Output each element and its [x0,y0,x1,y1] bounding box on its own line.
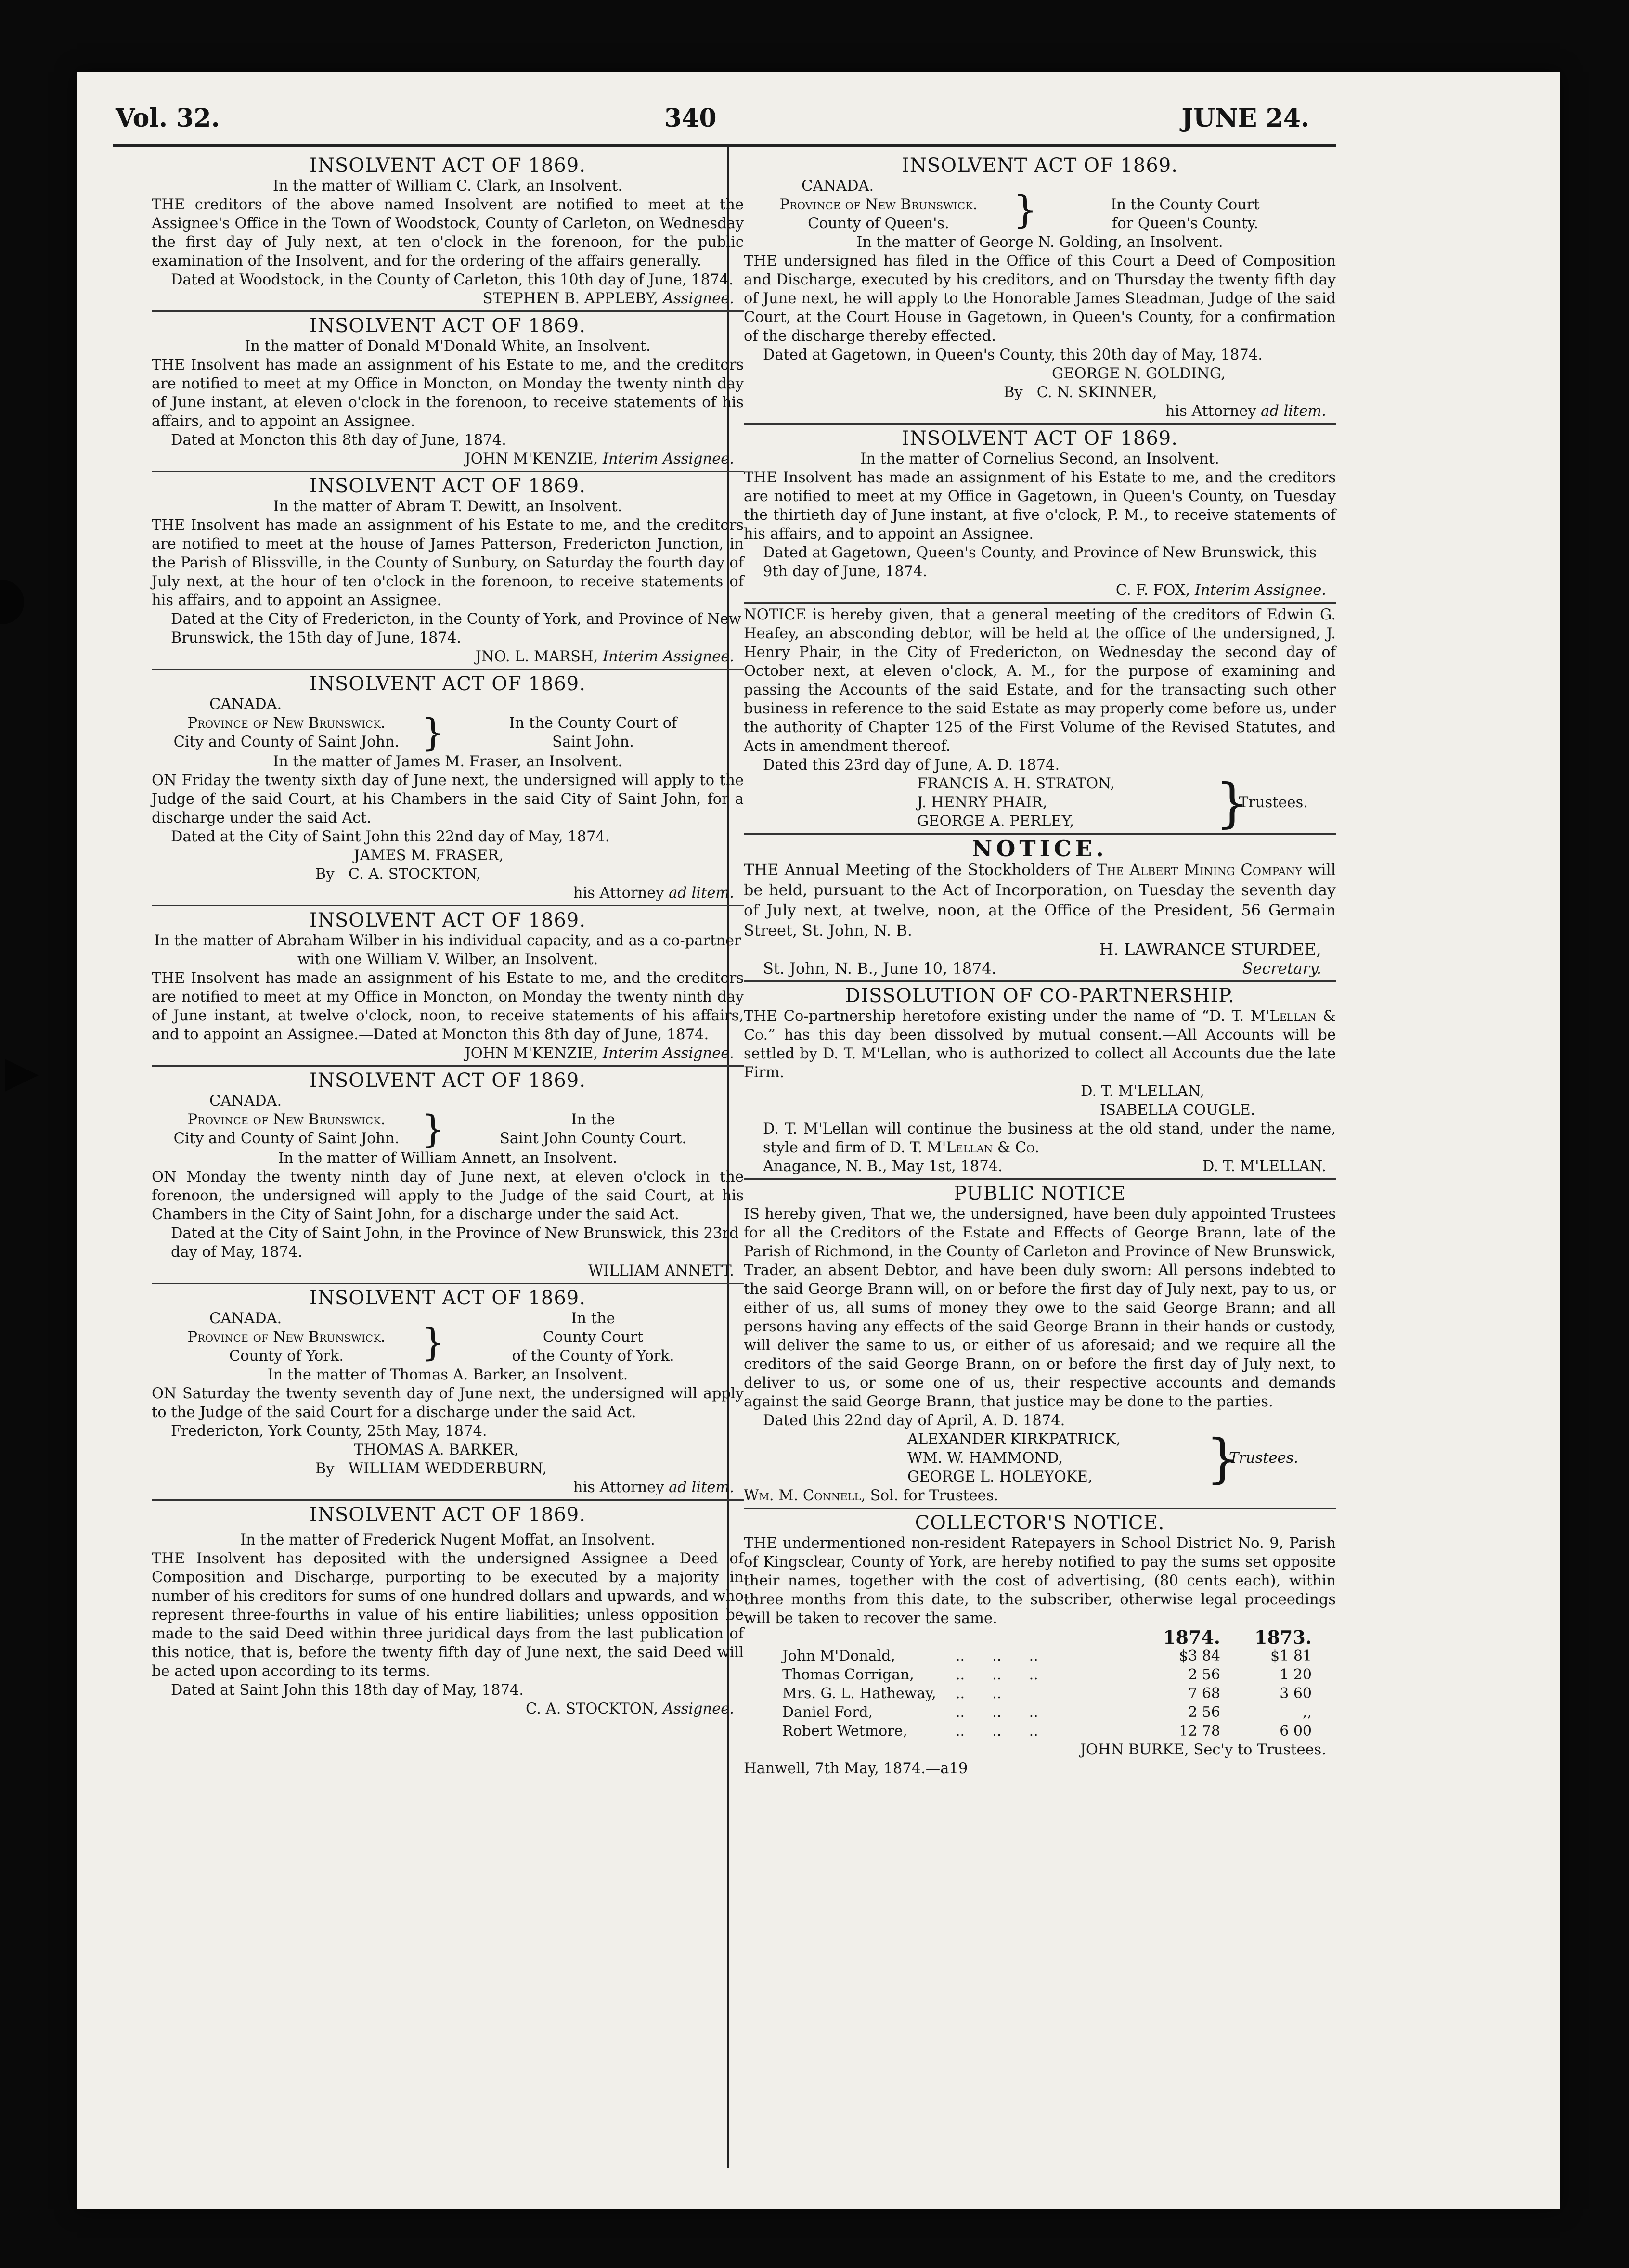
firm-name: D. T. M'Lellan & Co. [744,1008,1336,1044]
signer-role: Secretary. [1242,959,1321,978]
attorney-line [152,865,744,884]
amount-1873: 3 60 [1280,1685,1312,1702]
notice-annett [152,1067,744,1284]
signer-name: C. F. FOX, [1115,582,1190,599]
court-name [1034,177,1336,233]
notice-title: INSOLVENT ACT OF 1869. [902,427,1178,450]
solicitor-line [744,1486,1336,1505]
notice-clark [152,152,744,312]
court-province: Province of New Brunswick. [187,715,386,732]
leader-dots: .. .. .. [956,1666,1038,1683]
notice-subtitle: In the matter of Abraham Wilber in his individual capacity, and as a co-partner with one William V. Wilber, an Insolvent. [154,932,741,968]
place-date: St. John, N. B., June 10, 1874. [763,959,996,978]
amount-1874: 12 78 [1179,1723,1220,1740]
notice-dated: Dated at the City of Fredericton, in the County of York, and Province of New Brunswick, the 15th day of June, 1874. [171,611,741,646]
signer-name: JOHN M'KENZIE, [465,451,598,467]
body-text: D. T. M'Lellan will continue the business at the old stand, under the name, style and firm of [763,1121,1336,1156]
page-number: 340 [664,103,717,133]
body-text: will be held, pursuant to the Act of Incorporation, on Tuesday the seventh day of July next, at twelve, noon, at the Office of the President, 56 Germain Street, St. John, N. B. [744,861,1336,940]
attorney-line [152,1459,744,1478]
court-name [442,1309,744,1366]
court-name-line: Saint John County Court. [499,1130,687,1147]
notice-body: THE Insolvent has made an assignment of his Estate to me, and the creditors are notified to meet at my Office in Gagetown, in Queen's County, on Tuesday the thirtieth day of June instant, at five o'clock, P. M., to receive statements of his affairs, and to appoint an Assignee. [744,469,1336,542]
signer-role: Interim Assignee. [603,1045,734,1062]
signer-name: STEPHEN B. APPLEBY, [482,290,659,307]
court-canada: CANADA. [802,178,874,194]
notice-barker [152,1284,744,1501]
amount-1873: 1 20 [1280,1666,1312,1683]
by-label: By [315,1460,335,1477]
amount-1874: 2 56 [1188,1704,1220,1721]
notice-body: NOTICE is hereby given, that a general meeting of the creditors of Edwin G. Heafey, an absconding debtor, will be held at the office of the undersigned, J. Henry Phair, in the City of Fredericton, on Wednesday the second day of October next, at eleven o'clock, A. M., for the purpose of examining and passing the Accounts of the said Estate, and for the transacting such other business in reference to the said Estate as may properly come before us, under the authority of Chapter 125 of the First Volume of the Revised Statutes, and Acts in amendment thereof. [744,606,1336,755]
ratepayer-name: Mrs. G. L. Hatheway, [782,1685,936,1702]
trustee-name: GEORGE A. PERLEY, [917,813,1074,830]
notice-white [152,312,744,472]
notice-title: DISSOLUTION OF CO-PARTNERSHIP. [845,985,1235,1007]
notice-heafey [744,604,1336,835]
notice-subtitle: In the matter of Abram T. Dewitt, an Insolvent. [273,498,622,515]
place-date: Anagance, N. B., May 1st, 1874. [763,1158,1003,1175]
notice-subtitle: In the matter of George N. Golding, an Insolvent. [856,234,1223,251]
notice-body: THE Insolvent has made an assignment of his Estate to me, and the creditors are notified to meet at my Office in Moncton, on Monday the twenty ninth day of June instant, at twelve o'clock, noon, to receive statements of his affairs, and to appoint an Assignee.—Dated at Moncton this 8th day of June, 1874. [152,970,744,1043]
solicitor-role: Sol. for Trustees. [870,1487,999,1504]
attorney-name: C. A. STOCKTON, [348,866,481,883]
amount-1874: 7 68 [1188,1685,1220,1702]
notice-body: IS hereby given, That we, the undersigned, have been duly appointed Trustees for all the Creditors of the Estate and Effects of George Brann, late of the Parish of Richmond, in the County of Carleton and Province of New Brunswick, Trader, an absent Debtor, and have been duly sworn: All persons indebted to the said George Brann will, on or before the first day of July next, pay to us, or either of us, all sums of money they owe to the said George Brann; and all persons having any effects of the said George Brann in their hands or custody, will deliver the same to us, or either of us aforesaid; and we require all the creditors of the said George Brann, on or before the first day of July next, to deliver to us, or some one of us, their respective accounts and demands against the said George Brann, that justice may be done to the parties. [744,1206,1336,1410]
ratepayer-name: Robert Wetmore, [782,1723,907,1740]
notice-dated: Dated at Woodstock, in the County of Carleton, this 10th day of June, 1874. [171,271,734,288]
column-1874: 1874. [1163,1626,1220,1648]
signer-name: GEORGE N. GOLDING, [1052,365,1226,382]
court-name-line: In the [571,1111,615,1128]
attorney-role-latin: ad litem. [669,1479,734,1496]
trustee-name: ALEXANDER KIRKPATRICK, [907,1431,1121,1448]
court-name [442,714,744,752]
signer-name: JNO. L. MARSH, [475,648,598,665]
court-province: Province of New Brunswick. [779,196,978,213]
trustee-name: J. HENRY PHAIR, [917,794,1047,811]
attorney-name: C. N. SKINNER, [1036,384,1157,401]
notice-body: THE creditors of the above named Insolvent are notified to meet at the Assignee's Office in the Town of Woodstock, County of Carleton, on Wednesday the first day of July next, at ten o'clock in the forenoon, for the public examination of the Insolvent, and for the ordering of the affairs generally. [152,196,744,270]
place-date-line [744,959,1336,978]
issue-date: JUNE 24. [1181,103,1309,133]
right-column [744,152,1336,1780]
notice-title: INSOLVENT ACT OF 1869. [310,155,586,177]
notice-title: INSOLVENT ACT OF 1869. [310,315,586,337]
court-name-line: Saint John. [552,734,634,750]
volume-number: Vol. 32. [116,103,220,133]
attorney-name: WILLIAM WEDDERBURN, [348,1460,547,1477]
notice-title: COLLECTOR'S NOTICE. [915,1512,1165,1534]
attorney-role [152,884,744,902]
trustees-label: Trustees. [1229,1450,1298,1467]
court-name [442,1110,744,1149]
signer-name: D. T. M'LELLAN. [1202,1158,1326,1175]
court-caption [744,177,1336,233]
attorney-line [744,383,1336,402]
ratepayer-name: Daniel Ford, [782,1704,873,1721]
court-jurisdiction [152,1110,421,1149]
signer-name: THOMAS A. BARKER, [354,1442,519,1458]
leader-dots: .. .. .. [956,1704,1038,1721]
court-county: City and County of Saint John. [173,1130,400,1147]
notice-dewitt [152,472,744,670]
court-caption [152,1309,744,1366]
brace-icon: } [421,1321,445,1365]
brace-icon: } [1206,1427,1240,1489]
notice-body: THE undermentioned non-resident Ratepayers in School District No. 9, Parish of Kingsclear, County of York, are hereby notified to pay the sums set opposite their names, together with the cost of advertising, (80 cents each), within three months from this date, to the subscriber, otherwise legal proceedings will be taken to recover the same. [744,1535,1336,1627]
court-caption [152,1110,744,1149]
table-row [744,1647,1312,1665]
notice-golding [744,152,1336,425]
notice-dated: Dated at Moncton this 8th day of June, 1874. [171,432,506,449]
column-1873: 1873. [1254,1626,1312,1648]
notice-body: THE undersigned has filed in the Office of this Court a Deed of Composition and Discharge, executed by his creditors, and on Thursday the twenty fifth day of June next, he will apply to the Honorable James Steadman, Judge of the said Court, at the Court House in Gagetown, in Queen's County, for a confirmation of the discharge thereby effected. [744,253,1336,345]
signer-role: Assignee. [662,1701,734,1717]
attorney-role [744,402,1336,421]
notice-dated: Dated at the City of Saint John, in the Province of New Brunswick, this 23rd day of May, 1874. [171,1225,739,1261]
court-canada: CANADA. [209,1310,282,1327]
amount-1873: 6 00 [1280,1723,1312,1740]
court-caption [152,711,744,755]
court-name-line: of the County of York. [512,1348,674,1365]
signer-name: C. A. STOCKTON, [526,1701,659,1717]
court-province: Province of New Brunswick. [187,1329,386,1346]
signer-role: Interim Assignee. [603,648,734,665]
court-jurisdiction [152,714,421,752]
signer-name: D. T. M'LELLAN, [1081,1083,1205,1100]
body-text: THE Annual Meeting of the Stockholders of [744,861,1091,879]
trustee-names [744,774,1215,831]
brace-icon: } [421,711,445,755]
notice-body: THE Insolvent has deposited with the undersigned Assignee a Deed of Composition and Discharge, purporting to be executed by a majority in number of his creditors for sums of one hundred dollars and upwards, and who represent three-fourths in value of his entire liabilities; unless opposition be made to the said Deed within three juridical days from the last publication of this notice, that is, before the twenty fifth day of June next, the said Deed will be acted upon according to its terms. [152,1550,744,1680]
left-column [152,152,744,1721]
court-county: City and County of Saint John. [173,734,400,750]
notice-dated: Dated at Gagetown, in Queen's County, this 20th day of May, 1874. [763,347,1263,363]
table-row [744,1722,1312,1740]
court-name-line: In the County Court [1111,196,1260,213]
ratepayers-table [744,1628,1312,1740]
notice-subtitle: In the matter of William Annett, an Insolvent. [278,1150,618,1167]
notice-subtitle: In the matter of Thomas A. Barker, an Insolvent. [267,1366,628,1383]
ratepayer-name: Thomas Corrigan, [782,1666,914,1683]
trustee-name: GEORGE L. HOLEYOKE, [907,1469,1093,1485]
notice-title: INSOLVENT ACT OF 1869. [310,673,586,695]
firm-name: D. T. M'Lellan & Co. [889,1139,1040,1156]
notice-fraser [152,670,744,906]
table-header [744,1628,1312,1647]
leader-dots: .. .. .. [956,1723,1038,1740]
amount-1873: ,, [1302,1704,1312,1721]
signer-name: H. LAWRANCE STURDEE, [1099,940,1321,959]
body-text: THE Co-partnership heretofore existing under the name of “ [744,1008,1210,1025]
notice-subtitle: In the matter of James M. Fraser, an Insolvent. [273,753,622,770]
notice-dated: Dated this 23rd day of June, A. D. 1874. [763,757,1060,773]
signer-name: ISABELLA COUGLE. [1100,1102,1255,1119]
court-name-line: In the County Court of [509,715,677,732]
notice-continuation [744,1120,1336,1157]
notice-signature [152,1700,744,1718]
signer-role: Interim Assignee. [1195,582,1326,599]
amount-1874: 2 56 [1188,1666,1220,1683]
notice-signature [152,450,744,468]
notice-dated: Dated at Saint John this 18th day of May, 1874. [171,1682,524,1699]
notice-signature [152,1044,744,1063]
attorney-role-latin: ad litem. [669,885,734,902]
notice-signature [152,289,744,308]
punch-hole [0,580,24,624]
notice-body [744,1007,1336,1082]
notice-dated: Dated at the City of Saint John this 22nd day of May, 1874. [171,828,610,845]
court-name-line: County Court [543,1329,644,1346]
attorney-role-latin: ad litem. [1261,403,1326,420]
notice-signature [152,647,744,666]
notice-body [744,860,1336,941]
leader-dots: .. .. [956,1685,1002,1702]
brace-icon: } [1013,189,1037,232]
attorney-role-text: his Attorney [573,1479,664,1496]
notice-title: INSOLVENT ACT OF 1869. [310,1504,586,1526]
binding-marker [5,1059,39,1092]
notice-dissolution [744,982,1336,1180]
notice-subtitle: In the matter of Cornelius Second, an Insolvent. [860,451,1219,467]
by-label: By [1004,384,1023,401]
notice-collector [744,1509,1336,1780]
notice-title: INSOLVENT ACT OF 1869. [310,475,586,497]
solicitor-name: Wm. M. Connell, [744,1487,866,1504]
ratepayer-name: John M'Donald, [782,1648,895,1664]
trustees-label: Trustees. [1239,794,1308,811]
attorney-role-text: his Attorney [1165,403,1256,420]
notice-subtitle: In the matter of Frederick Nugent Moffat, an Insolvent. [240,1532,655,1548]
court-jurisdiction [152,1309,421,1366]
signer-name: JOHN BURKE, Sec'y to Trustees. [1080,1741,1326,1758]
notice-title: INSOLVENT ACT OF 1869. [310,909,586,931]
place-date: Hanwell, 7th May, 1874.—a19 [744,1760,968,1777]
trustees-block [744,772,1336,834]
notice-public [744,1180,1336,1509]
notice-body: THE Insolvent has made an assignment of his Estate to me, and the creditors are notified to meet at the house of James Patterson, Fredericton Junction, in the Parish of Blissville, in the County of Sunbury, on Saturday the fourth day of July next, at the hour of ten o'clock in the forenoon, to receive statements of his affairs, and to appoint an Assignee. [152,517,744,609]
table-row [744,1703,1312,1722]
notice-title: INSOLVENT ACT OF 1869. [310,1287,586,1309]
notice-dated: Dated at Gagetown, Queen's County, and Province of New Brunswick, this 9th day of June, 1874. [763,544,1317,580]
notice-moffat [152,1501,744,1721]
signer-name: WILLIAM ANNETT. [588,1263,734,1279]
brace-icon: } [421,1108,445,1151]
notice-signature [744,581,1336,600]
signer-name: JOHN M'KENZIE, [465,1045,598,1062]
court-county: County of Queen's. [808,215,949,232]
by-label: By [315,866,335,883]
attorney-role-text: his Attorney [573,885,664,902]
court-name-line: for Queen's County. [1112,215,1259,232]
notice-body: THE Insolvent has made an assignment of his Estate to me, and the creditors are notified to meet at my Office in Moncton, on Monday the twenty ninth day of June instant, at eleven o'clock in the forenoon, to receive statements of his affairs, and to appoint an Assignee. [152,357,744,430]
notice-body: ON Monday the twenty ninth day of June next, at eleven o'clock in the forenoon, the undersigned will apply to the Judge of the said Court, at his Chambers in the City of Saint John, for a discharge under the said Act. [152,1169,744,1223]
notice-title: PUBLIC NOTICE [953,1183,1126,1205]
notice-body: ON Saturday the twenty seventh day of June next, the undersigned will apply to the Judge of the said Court for a discharge under the said Act. [152,1385,744,1421]
notice-subtitle: In the matter of William C. Clark, an Insolvent. [272,178,623,194]
notice-dated: Fredericton, York County, 25th May, 1874. [171,1423,487,1440]
attorney-role [152,1478,744,1497]
signer-role: Interim Assignee. [603,451,734,467]
notice-dated: Dated this 22nd day of April, A. D. 1874. [763,1412,1065,1429]
table-row [744,1684,1312,1703]
notice-second [744,425,1336,604]
place-date-line [744,1157,1336,1176]
trustee-name: WM. W. HAMMOND, [907,1450,1063,1467]
court-canada: CANADA. [209,1093,282,1109]
court-jurisdiction [744,177,1013,233]
body-text: ” has this day been dissolved by mutual consent.—All Accounts will be settled by D. T. M'Lellan, who is authorized to collect all Accounts due the late Firm. [744,1027,1336,1081]
notice-wilber [152,906,744,1067]
amount-1873: $1 81 [1270,1648,1312,1664]
notice-body: ON Friday the twenty sixth day of June next, the undersigned will apply to the Judge of the said Court, at his Chambers in the said City of Saint John, for a discharge under the said Act. [152,772,744,826]
court-county: County of York. [229,1348,344,1365]
notice-title: NOTICE. [972,836,1108,862]
trustee-names [744,1430,1206,1486]
notice-subtitle: In the matter of Donald M'Donald White, an Insolvent. [245,338,651,355]
court-canada: CANADA. [209,696,282,713]
company-name: The Albert Mining Company [1096,861,1302,879]
amount-1874: $3 84 [1179,1648,1220,1664]
court-name-line: In the [571,1310,615,1327]
brace-icon: } [1215,772,1249,834]
notice-title: INSOLVENT ACT OF 1869. [902,155,1178,177]
page-header [116,103,1309,142]
notice-albert-mining [744,835,1336,982]
leader-dots: .. .. .. [956,1648,1038,1664]
trustee-name: FRANCIS A. H. STRATON, [917,775,1115,792]
trustees-block [744,1427,1336,1489]
signer-name: JAMES M. FRASER, [354,847,504,864]
table-row [744,1665,1312,1684]
signer-role: Assignee. [662,290,734,307]
notice-title: INSOLVENT ACT OF 1869. [310,1070,586,1092]
court-province: Province of New Brunswick. [187,1111,386,1128]
header-rule [113,144,1336,147]
